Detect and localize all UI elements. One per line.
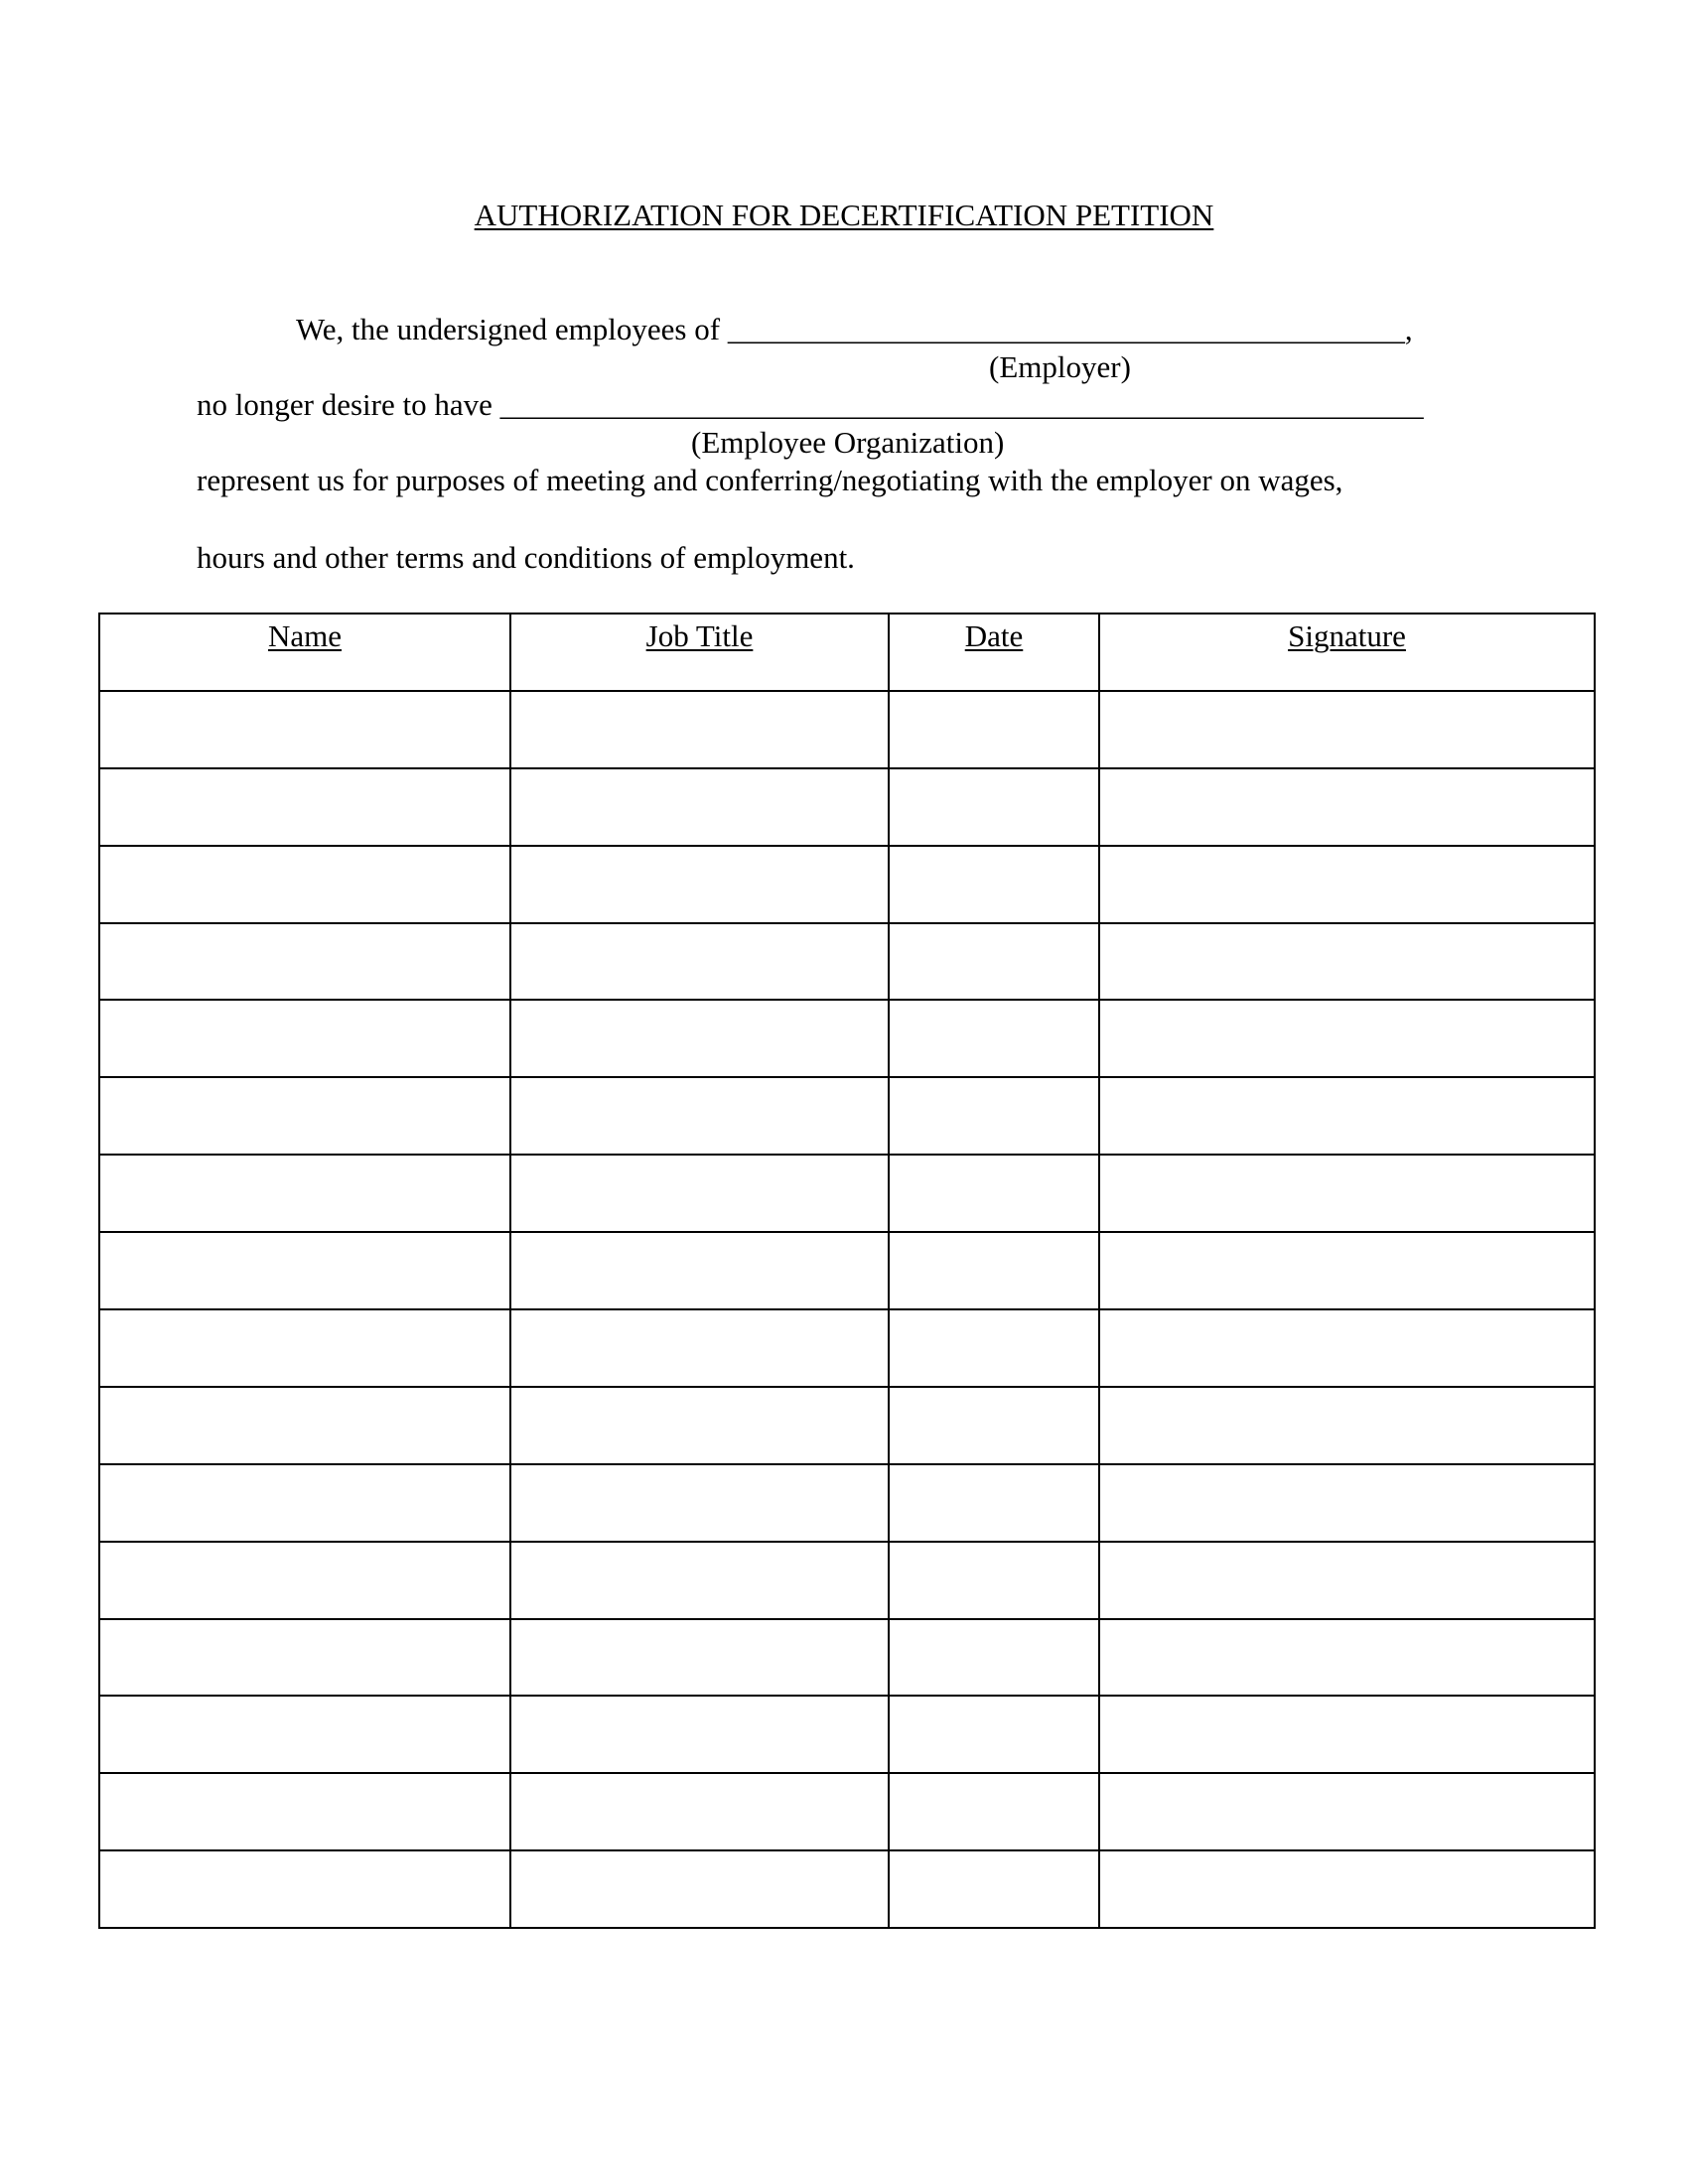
employer-statement-prefix: We, the undersigned employees of — [296, 312, 728, 346]
signature-cell[interactable] — [1099, 1387, 1595, 1464]
job-title-cell[interactable] — [510, 1850, 889, 1928]
signature-cell[interactable] — [1099, 923, 1595, 1001]
table-row — [99, 1464, 1595, 1542]
job-title-cell[interactable] — [510, 1696, 889, 1773]
name-cell[interactable] — [99, 1000, 510, 1077]
job-title-cell[interactable] — [510, 1000, 889, 1077]
date-cell[interactable] — [889, 846, 1099, 923]
date-cell[interactable] — [889, 1619, 1099, 1697]
column-header-signature: Signature — [1099, 614, 1595, 691]
employer-blank-field[interactable]: ____________________________________________, — [727, 312, 1413, 346]
table-row — [99, 1387, 1595, 1464]
table-row — [99, 1696, 1595, 1773]
signature-cell[interactable] — [1099, 1850, 1595, 1928]
name-cell[interactable] — [99, 1850, 510, 1928]
signature-cell[interactable] — [1099, 1000, 1595, 1077]
organization-caption: (Employee Organization) — [691, 425, 1005, 460]
table-row — [99, 1619, 1595, 1697]
table-row — [99, 768, 1595, 846]
table-row — [99, 1309, 1595, 1387]
date-cell[interactable] — [889, 1077, 1099, 1155]
table-header-row — [99, 614, 1595, 691]
signature-cell[interactable] — [1099, 1077, 1595, 1155]
date-cell[interactable] — [889, 1696, 1099, 1773]
date-cell[interactable] — [889, 768, 1099, 846]
signature-table — [98, 613, 1596, 1929]
signature-cell[interactable] — [1099, 846, 1595, 923]
date-cell[interactable] — [889, 1850, 1099, 1928]
employer-statement-line — [296, 310, 1413, 349]
date-cell[interactable] — [889, 1387, 1099, 1464]
signature-cell[interactable] — [1099, 1232, 1595, 1309]
name-cell[interactable] — [99, 923, 510, 1001]
job-title-cell[interactable] — [510, 1773, 889, 1850]
employer-caption: (Employer) — [989, 349, 1131, 384]
organization-statement-line — [197, 385, 1424, 425]
signature-cell[interactable] — [1099, 1773, 1595, 1850]
job-title-cell[interactable] — [510, 846, 889, 923]
job-title-cell[interactable] — [510, 1619, 889, 1697]
name-cell[interactable] — [99, 1077, 510, 1155]
organization-blank-field[interactable]: ____________________________________________________________ — [499, 387, 1424, 422]
date-cell[interactable] — [889, 1464, 1099, 1542]
name-cell[interactable] — [99, 846, 510, 923]
name-cell[interactable] — [99, 1309, 510, 1387]
name-cell[interactable] — [99, 1155, 510, 1232]
column-header-job-title: Job Title — [510, 614, 889, 691]
table-row — [99, 1773, 1595, 1850]
signature-cell[interactable] — [1099, 1464, 1595, 1542]
table-row — [99, 923, 1595, 1001]
table-row — [99, 1000, 1595, 1077]
table-row — [99, 846, 1595, 923]
date-cell[interactable] — [889, 1773, 1099, 1850]
purpose-statement-line: represent us for purposes of meeting and conferring/negotiating with the employer on wages, — [197, 463, 1343, 497]
job-title-cell[interactable] — [510, 1309, 889, 1387]
table-row — [99, 1542, 1595, 1619]
date-cell[interactable] — [889, 1000, 1099, 1077]
job-title-cell[interactable] — [510, 1155, 889, 1232]
signature-cell[interactable] — [1099, 1619, 1595, 1697]
signature-table-body — [99, 691, 1595, 1928]
date-cell[interactable] — [889, 1542, 1099, 1619]
date-cell[interactable] — [889, 1309, 1099, 1387]
job-title-cell[interactable] — [510, 1542, 889, 1619]
page-title: AUTHORIZATION FOR DECERTIFICATION PETITION — [474, 198, 1214, 232]
date-cell[interactable] — [889, 1232, 1099, 1309]
job-title-cell[interactable] — [510, 768, 889, 846]
column-header-date: Date — [889, 614, 1099, 691]
job-title-cell[interactable] — [510, 1464, 889, 1542]
organization-statement-prefix: no longer desire to have — [197, 387, 500, 422]
table-row — [99, 1155, 1595, 1232]
table-row — [99, 691, 1595, 768]
name-cell[interactable] — [99, 1387, 510, 1464]
name-cell[interactable] — [99, 768, 510, 846]
signature-cell[interactable] — [1099, 768, 1595, 846]
table-row — [99, 1077, 1595, 1155]
signature-cell[interactable] — [1099, 1309, 1595, 1387]
name-cell[interactable] — [99, 1464, 510, 1542]
job-title-cell[interactable] — [510, 1387, 889, 1464]
column-header-name: Name — [99, 614, 510, 691]
date-cell[interactable] — [889, 923, 1099, 1001]
name-cell[interactable] — [99, 1542, 510, 1619]
table-row — [99, 1232, 1595, 1309]
name-cell[interactable] — [99, 1619, 510, 1697]
date-cell[interactable] — [889, 1155, 1099, 1232]
table-row — [99, 1850, 1595, 1928]
signature-cell[interactable] — [1099, 691, 1595, 768]
name-cell[interactable] — [99, 1773, 510, 1850]
signature-cell[interactable] — [1099, 1696, 1595, 1773]
date-cell[interactable] — [889, 691, 1099, 768]
job-title-cell[interactable] — [510, 691, 889, 768]
name-cell[interactable] — [99, 1696, 510, 1773]
signature-cell[interactable] — [1099, 1542, 1595, 1619]
job-title-cell[interactable] — [510, 923, 889, 1001]
name-cell[interactable] — [99, 691, 510, 768]
signature-cell[interactable] — [1099, 1155, 1595, 1232]
job-title-cell[interactable] — [510, 1232, 889, 1309]
job-title-cell[interactable] — [510, 1077, 889, 1155]
purpose-statement-line-continued: hours and other terms and conditions of employment. — [197, 540, 855, 575]
name-cell[interactable] — [99, 1232, 510, 1309]
